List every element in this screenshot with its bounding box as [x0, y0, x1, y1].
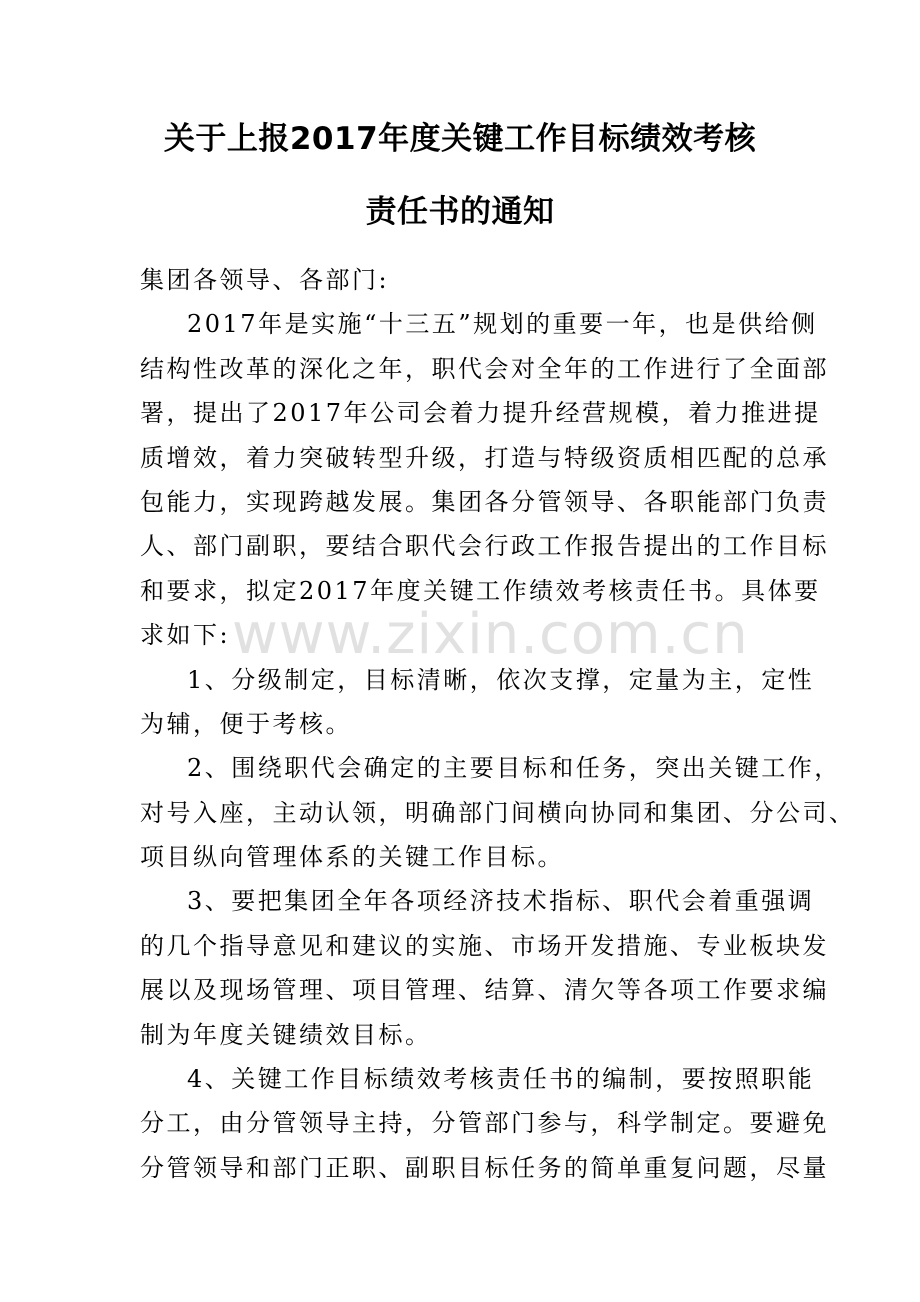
watermark: www.zixin.com.cn	[232, 602, 749, 667]
body-line: 署，提出了2017年公司会着力提升经营规模，着力推进提	[140, 399, 821, 428]
body-line: 为辅，便于考核。	[140, 709, 352, 738]
body-line: 3、要把集团全年各项经济技术指标、职代会着重强调	[187, 887, 815, 916]
body-line: 4、关键工作目标绩效考核责任书的编制，要按照职能	[187, 1065, 815, 1094]
body-line: 结构性改革的深化之年，职代会对全年的工作进行了全面部	[140, 354, 829, 383]
document-title-line-2: 责任书的通知	[365, 194, 555, 230]
body-line: 2、围绕职代会确定的主要目标和任务，突出关键工作，	[187, 754, 841, 783]
body-line: 求如下:	[140, 621, 231, 650]
body-line: 包能力，实现跨越发展。集团各分管领导、各职能部门负责	[140, 487, 829, 516]
body-line: 分工，由分管领导主持，分管部门参与，科学制定。要避免	[140, 1109, 829, 1138]
body-line: 人、部门副职，要结合职代会行政工作报告提出的工作目标	[140, 532, 829, 561]
body-line: 质增效，着力突破转型升级，打造与特级资质相匹配的总承	[140, 443, 829, 472]
body-line: 对号入座，主动认领，明确部门间横向协同和集团、分公司、	[140, 798, 856, 827]
body-line: 和要求，拟定2017年度关键工作绩效考核责任书。具体要	[140, 576, 821, 605]
body-line: 分管领导和部门正职、副职目标任务的简单重复问题，尽量	[140, 1153, 829, 1182]
body-line: 1、分级制定，目标清晰，依次支撑，定量为主，定性	[187, 665, 815, 694]
body-line: 项目纵向管理体系的关键工作目标。	[140, 843, 564, 872]
body-line: 的几个指导意见和建议的实施、市场开发措施、专业板块发	[140, 931, 829, 960]
body-line: 2017年是实施“十三五”规划的重要一年，也是供给侧	[187, 310, 818, 339]
document-body	[140, 258, 856, 1190]
body-line: 展以及现场管理、项目管理、结算、清欠等各项工作要求编	[140, 976, 829, 1005]
body-line: 制为年度关键绩效目标。	[140, 1020, 432, 1049]
document-title-line-1: 关于上报2017年度关键工作目标绩效考核	[163, 121, 757, 157]
salutation: 集团各领导、各部门:	[140, 266, 390, 294]
